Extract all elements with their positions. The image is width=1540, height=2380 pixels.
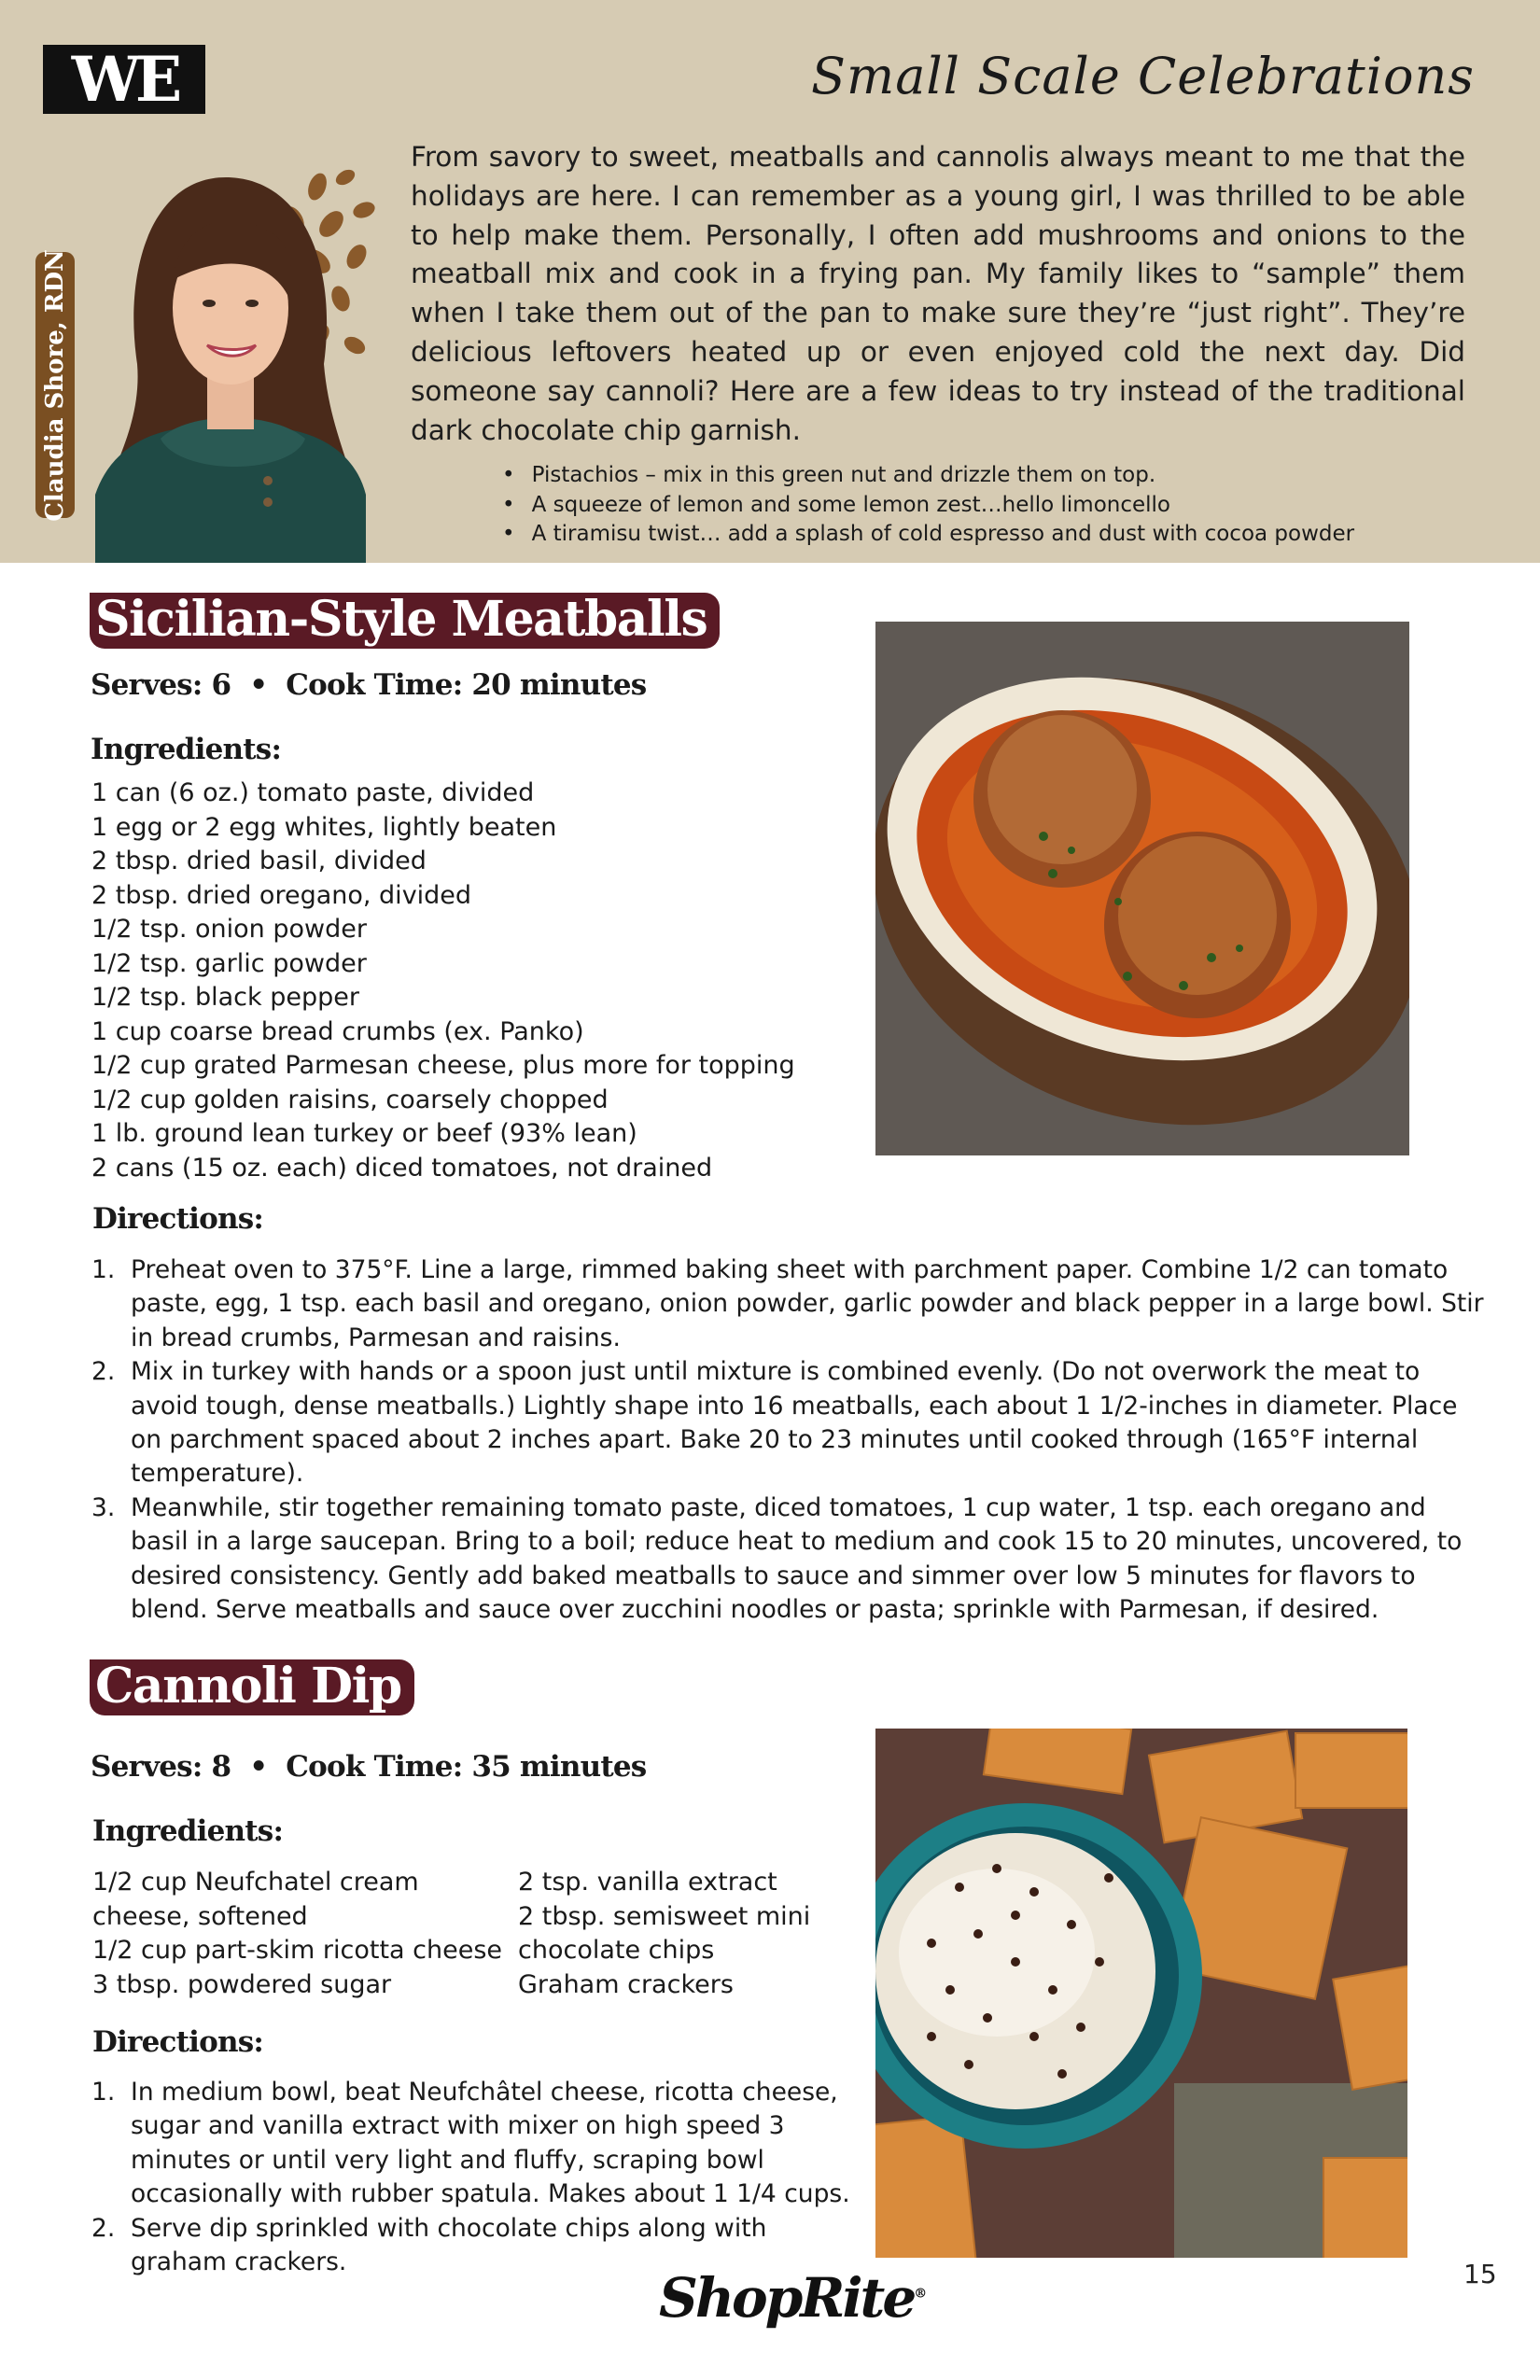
list-item: 1 can (6 oz.) tomato paste, divided <box>91 778 535 807</box>
directions-heading: Directions: <box>92 2025 263 2059</box>
serves-label: Serves: 8 <box>91 1750 231 1784</box>
recipe-title-cannoli-dip: Cannoli Dip <box>90 1659 414 1715</box>
list-item: 1 egg or 2 egg whites, lightly beaten <box>91 812 557 842</box>
list-item: chocolate chips <box>518 1936 715 1965</box>
series-title: Small Scale Celebrations <box>811 47 1475 105</box>
list-item: 1/2 cup golden raisins, coarsely chopped <box>91 1085 609 1114</box>
list-item: 1/2 tsp. black pepper <box>91 983 359 1012</box>
shoprite-wordmark: ShopRite <box>659 2266 915 2330</box>
step-text: Preheat oven to 375°F. Line a large, rimmed baking sheet with parchment paper. Combine 1/2 can tomato paste, egg, 1 tsp. each basil and oregano, onion powder, garlic powder and black pepper in a large bowl. Stir in bread crumbs, Parmesan and raisins. <box>131 1255 1484 1352</box>
serves-label: Serves: 6 <box>91 668 231 702</box>
author-name-tab <box>35 248 75 522</box>
list-item: • Pistachios – mix in this green nut and drizzle them on top. <box>502 461 1354 491</box>
step-text: Mix in turkey with hands or a spoon just until mixture is combined evenly. (Do not overwork the meat to avoid tough, dense meatballs.) Lightly shape into 16 meatballs, each about 1 1/2-inches in diameter. Place on parchment spaced about 2 inches apart. Bake 20 to 23 minutes until cooked through (165°F internal temperature). <box>131 1357 1458 1489</box>
list-item: • A squeeze of lemon and some lemon zest…hello limoncello <box>502 491 1354 521</box>
step-number: 2. <box>91 2213 116 2243</box>
cook-time-label: Cook Time: 20 minutes <box>286 668 647 702</box>
list-item: 2 tbsp. semisweet mini <box>518 1901 811 1931</box>
cook-time-label: Cook Time: 35 minutes <box>286 1750 647 1784</box>
separator-dot: • <box>249 1750 268 1784</box>
list-item: • A tiramisu twist… add a splash of cold espresso and dust with cocoa powder <box>502 520 1354 550</box>
ingredients-list-cannoli-col2 <box>518 1866 810 2002</box>
step-text: Serve dip sprinkled with chocolate chips along with graham crackers. <box>131 2213 767 2277</box>
shoprite-logo <box>659 2266 927 2330</box>
recipe-meta-meatballs <box>91 668 646 702</box>
direction-step <box>91 1355 1487 1491</box>
list-item: 2 tbsp. dried basil, divided <box>91 847 427 875</box>
cannoli-dip-photo <box>875 1729 1407 2258</box>
list-item: 1/2 cup part-skim ricotta cheese <box>92 1936 503 1965</box>
we-logo: WE <box>43 45 205 114</box>
ingredients-list-cannoli-col1 <box>92 1866 502 2002</box>
direction-step <box>91 2076 859 2212</box>
list-item: 1/2 cup grated Parmesan cheese, plus more for topping <box>91 1051 795 1080</box>
list-item: 1/2 cup Neufchatel cream <box>92 1868 419 1897</box>
ingredients-heading: Ingredients: <box>92 1814 284 1848</box>
list-item: 1/2 tsp. garlic powder <box>91 948 367 978</box>
step-number: 1. <box>91 1255 116 1284</box>
direction-step <box>91 1253 1487 1355</box>
page-number: 15 <box>1463 2259 1497 2289</box>
step-number: 3. <box>91 1492 116 1522</box>
step-number: 2. <box>91 1357 116 1387</box>
list-item: 2 tbsp. dried oregano, divided <box>91 880 472 910</box>
author-portrait <box>86 159 375 563</box>
step-number: 1. <box>91 2078 116 2107</box>
list-item: 2 cans (15 oz. each) diced tomatoes, not drained <box>91 1153 713 1183</box>
separator-dot: • <box>249 668 268 702</box>
author-name: Claudia Shore, RDN <box>41 248 69 522</box>
ingredients-heading: Ingredients: <box>91 733 282 766</box>
list-item: 1/2 tsp. onion powder <box>91 915 367 944</box>
list-item: Graham crackers <box>518 1969 734 1999</box>
recipe-title-meatballs: Sicilian-Style Meatballs <box>90 593 720 649</box>
ingredients-list-meatballs <box>91 777 795 1185</box>
direction-step <box>91 1491 1487 1628</box>
registered-mark: ® <box>914 2286 928 2302</box>
step-text: In medium bowl, beat Neufchâtel cheese, ricotta cheese, sugar and vanilla extract with mixer on high speed 3 minutes or until very light and fluffy, scraping bowl occasionally with rubber spatula. Makes about 1 1/4 cups. <box>131 2078 850 2209</box>
list-item: 1 cup coarse bread crumbs (ex. Panko) <box>91 1016 584 1046</box>
step-text: Meanwhile, stir together remaining tomato paste, diced tomatoes, 1 cup water, 1 tsp. each oregano and basil in a large saucepan. Bring to a boil; reduce heat to medium and cook 15 to 20 minutes, uncovered, to desired consistency. Gently add baked meatballs to sauce and simmer over low 5 minutes for flavors to blend. Serve meatballs and sauce over zucchini noodles or pasta; sprinkle with Parmesan, if desired. <box>131 1492 1463 1625</box>
list-item: 2 tsp. vanilla extract <box>518 1868 777 1897</box>
list-item: 1 lb. ground lean turkey or beef (93% lean) <box>91 1119 637 1148</box>
list-item: cheese, softened <box>92 1901 308 1931</box>
meatballs-photo <box>875 622 1409 1155</box>
intro-paragraph: From savory to sweet, meatballs and cannolis always meant to me that the holidays are here. I can remember as a young girl, I was thrilled to be able to help make them. Personally, I often add mushrooms and onions to the meatball mix and cook in a frying pan. My family likes to “sample” them when I take them out of the pan to make sure they’re “just right”. They’re delicious leftovers heated up or even enjoyed cold the next day. Did someone say cannoli? Here are a few ideas to try instead of the traditional dark chocolate chip garnish. <box>411 141 1465 446</box>
directions-heading: Directions: <box>92 1202 263 1236</box>
directions-list-cannoli-dip <box>91 2076 859 2279</box>
recipe-meta-cannoli-dip <box>91 1750 646 1784</box>
directions-list-meatballs <box>91 1253 1487 1627</box>
garnish-tips-list <box>502 461 1354 550</box>
list-item: 3 tbsp. powdered sugar <box>92 1969 392 1999</box>
